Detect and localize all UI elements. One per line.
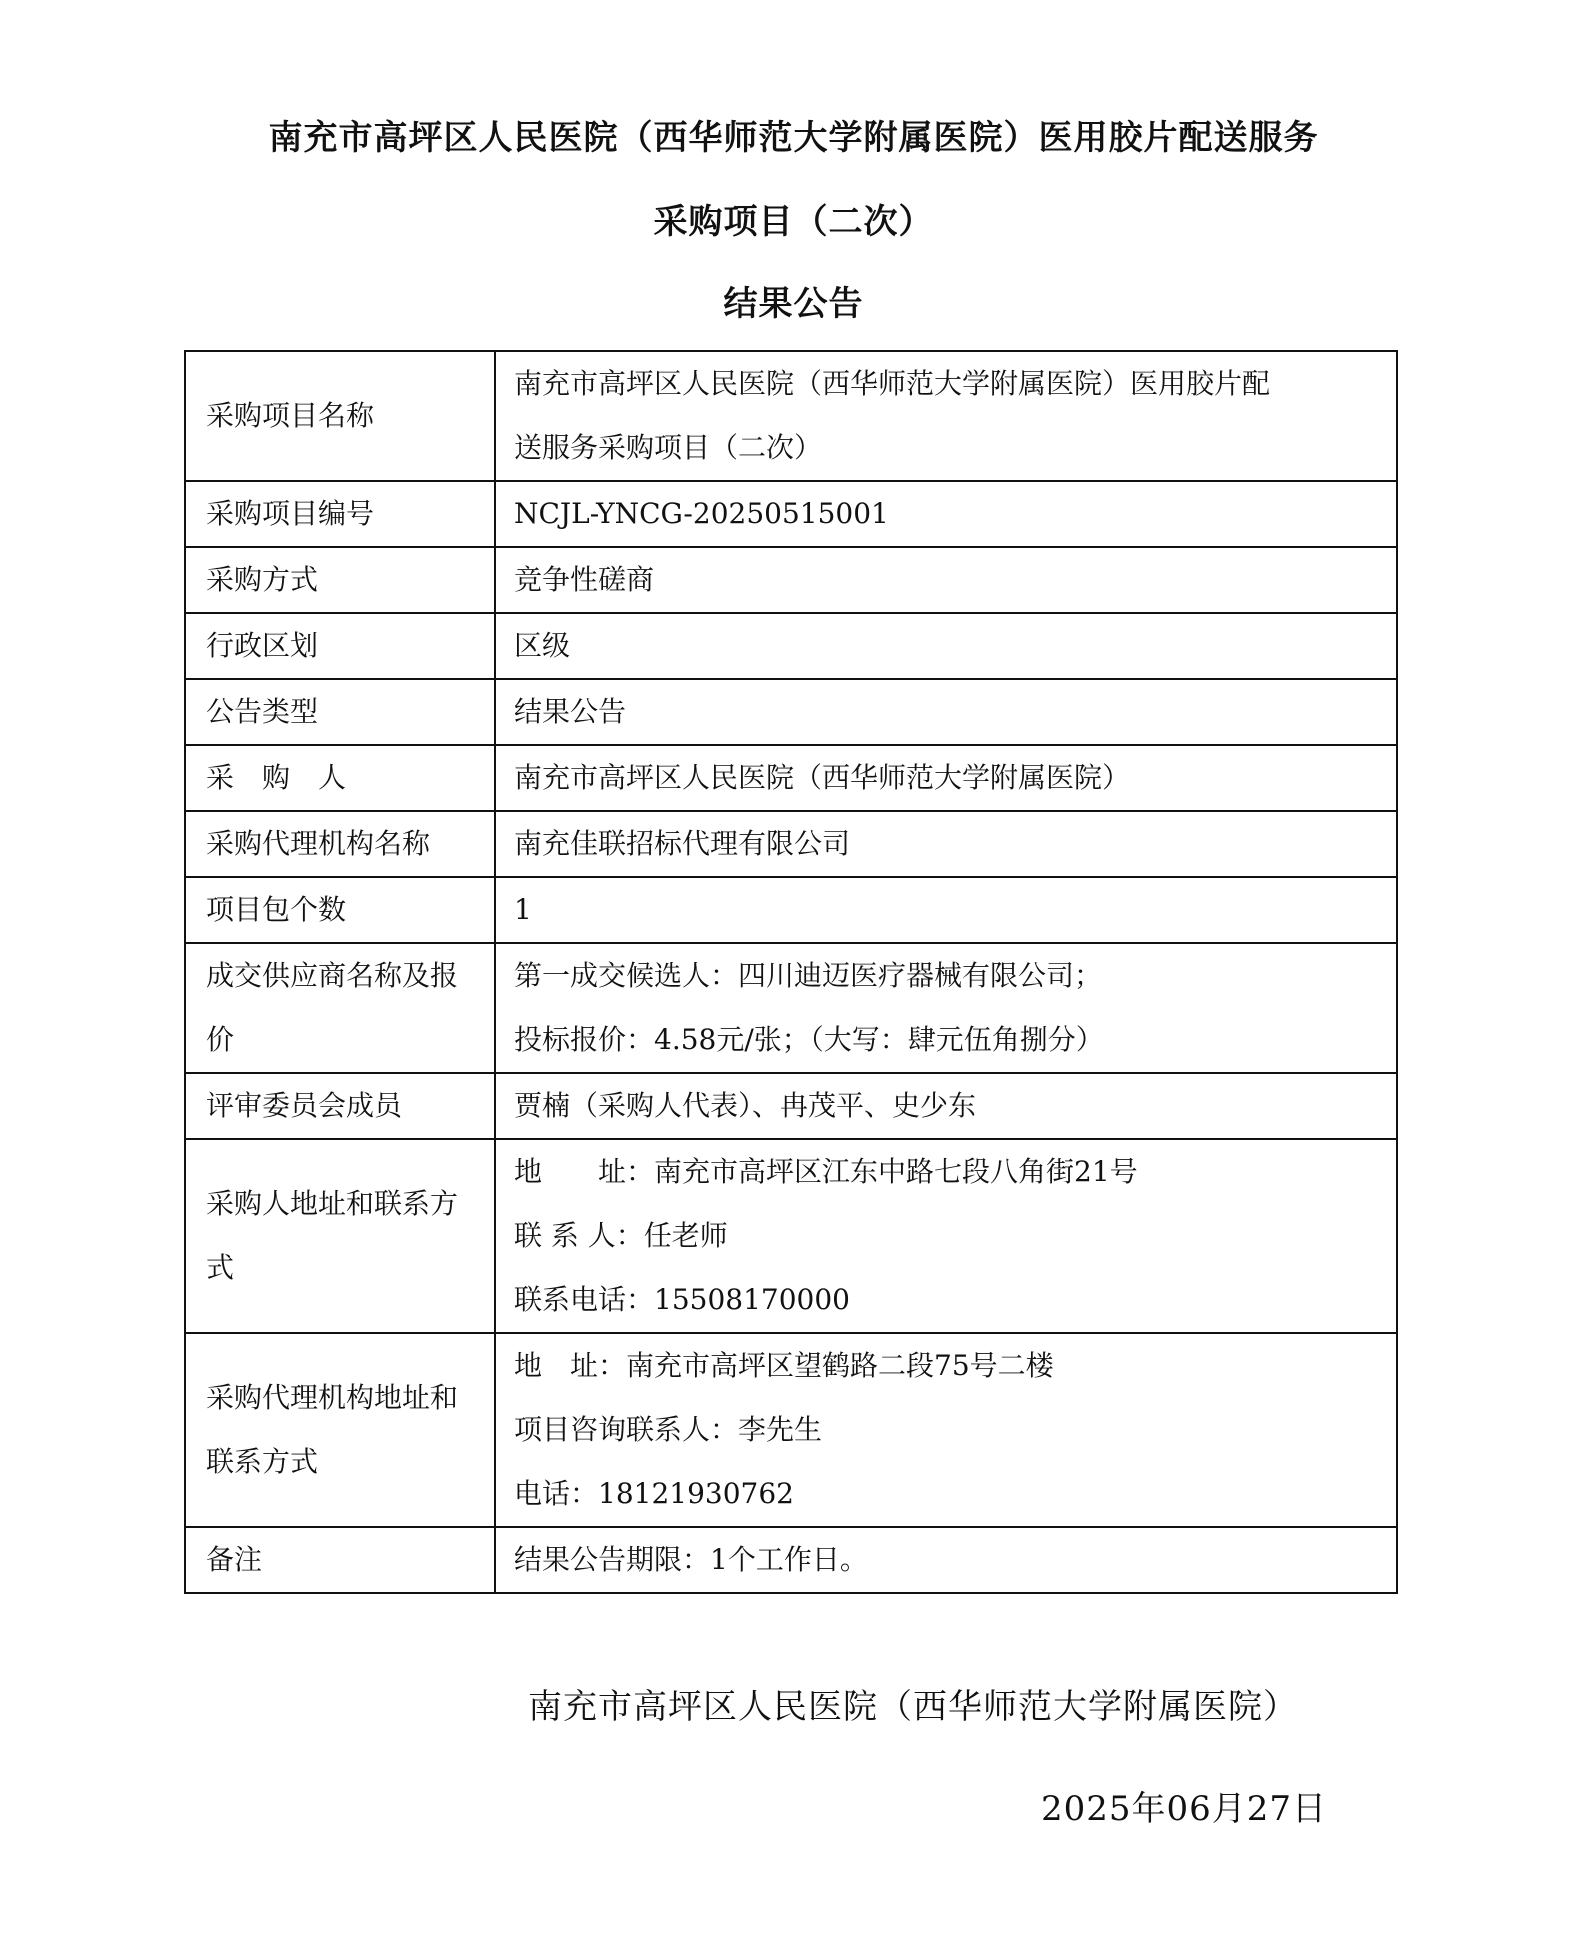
table-row — [185, 1073, 1397, 1139]
row-value — [495, 877, 1397, 943]
row-value — [495, 1139, 1397, 1333]
row-value — [495, 943, 1397, 1073]
document-title-line-2: 采购项目（二次） — [653, 202, 934, 242]
row-value-line: 南充市高坪区人民医院（西华师范大学附属医院）医用胶片配 — [514, 367, 1271, 400]
row-value-line: 1 — [514, 893, 532, 926]
row-value-line: 地 址：南充市高坪区望鹤路二段75号二楼 — [514, 1349, 1054, 1382]
table-row — [185, 547, 1397, 613]
row-label: 采购代理机构地址和联系方式 — [185, 1333, 495, 1527]
row-value-line: 第一成交候选人：四川迪迈医疗器械有限公司； — [514, 959, 1103, 992]
announcement-info-table — [184, 350, 1398, 1594]
row-value-line: 送服务采购项目（二次） — [514, 431, 823, 464]
row-value-line: 投标报价：4.58元/张；（大写：肆元伍角捌分） — [514, 1023, 1104, 1056]
row-value — [495, 745, 1397, 811]
row-value — [495, 613, 1397, 679]
table-row — [185, 1527, 1397, 1593]
row-label: 采 购 人 — [185, 745, 495, 811]
row-value — [495, 1333, 1397, 1527]
row-value — [495, 351, 1397, 481]
row-value-line: 结果公告期限：1个工作日。 — [514, 1543, 868, 1576]
row-value-line: 南充市高坪区人民医院（西华师范大学附属医院） — [514, 761, 1131, 794]
row-label: 备注 — [185, 1527, 495, 1593]
row-value-line: 地 址：南充市高坪区江东中路七段八角街21号 — [514, 1155, 1138, 1188]
table-row — [185, 1139, 1397, 1333]
row-label: 采购代理机构名称 — [185, 811, 495, 877]
table-row — [185, 1333, 1397, 1527]
document-subtitle: 结果公告 — [723, 284, 864, 324]
row-label: 项目包个数 — [185, 877, 495, 943]
table-row — [185, 943, 1397, 1073]
row-label: 成交供应商名称及报价 — [185, 943, 495, 1073]
row-value-line: 竞争性磋商 — [514, 563, 655, 596]
row-value-line: 联 系 人：任老师 — [514, 1219, 728, 1252]
issue-date: 2025年06月27日 — [1041, 1789, 1328, 1829]
row-value-line: 电话：18121930762 — [514, 1477, 794, 1510]
row-value-line: 联系电话：15508170000 — [514, 1283, 850, 1316]
table-row — [185, 811, 1397, 877]
issuer-signature: 南充市高坪区人民医院（西华师范大学附属医院） — [528, 1687, 1298, 1727]
table-row — [185, 481, 1397, 547]
row-label: 采购项目编号 — [185, 481, 495, 547]
row-label: 采购项目名称 — [185, 351, 495, 481]
table-row — [185, 679, 1397, 745]
row-value — [495, 811, 1397, 877]
document-title-line-1: 南充市高坪区人民医院（西华师范大学附属医院）医用胶片配送服务 — [268, 118, 1319, 158]
row-label: 采购人地址和联系方式 — [185, 1139, 495, 1333]
table-row — [185, 745, 1397, 811]
row-label: 行政区划 — [185, 613, 495, 679]
row-value-line: 项目咨询联系人：李先生 — [514, 1413, 823, 1446]
row-value — [495, 1073, 1397, 1139]
table-row — [185, 351, 1397, 481]
table-row — [185, 877, 1397, 943]
row-label: 公告类型 — [185, 679, 495, 745]
row-value-line: NCJL-YNCG-20250515001 — [514, 497, 889, 530]
row-label: 评审委员会成员 — [185, 1073, 495, 1139]
row-value-line: 区级 — [514, 629, 571, 662]
table-row — [185, 613, 1397, 679]
row-value-line: 南充佳联招标代理有限公司 — [514, 827, 851, 860]
row-value — [495, 547, 1397, 613]
row-value — [495, 1527, 1397, 1593]
row-value — [495, 679, 1397, 745]
row-value-line: 贾楠（采购人代表）、冉茂平、史少东 — [514, 1089, 977, 1122]
row-label: 采购方式 — [185, 547, 495, 613]
row-value-line: 结果公告 — [514, 695, 627, 728]
row-value — [495, 481, 1397, 547]
